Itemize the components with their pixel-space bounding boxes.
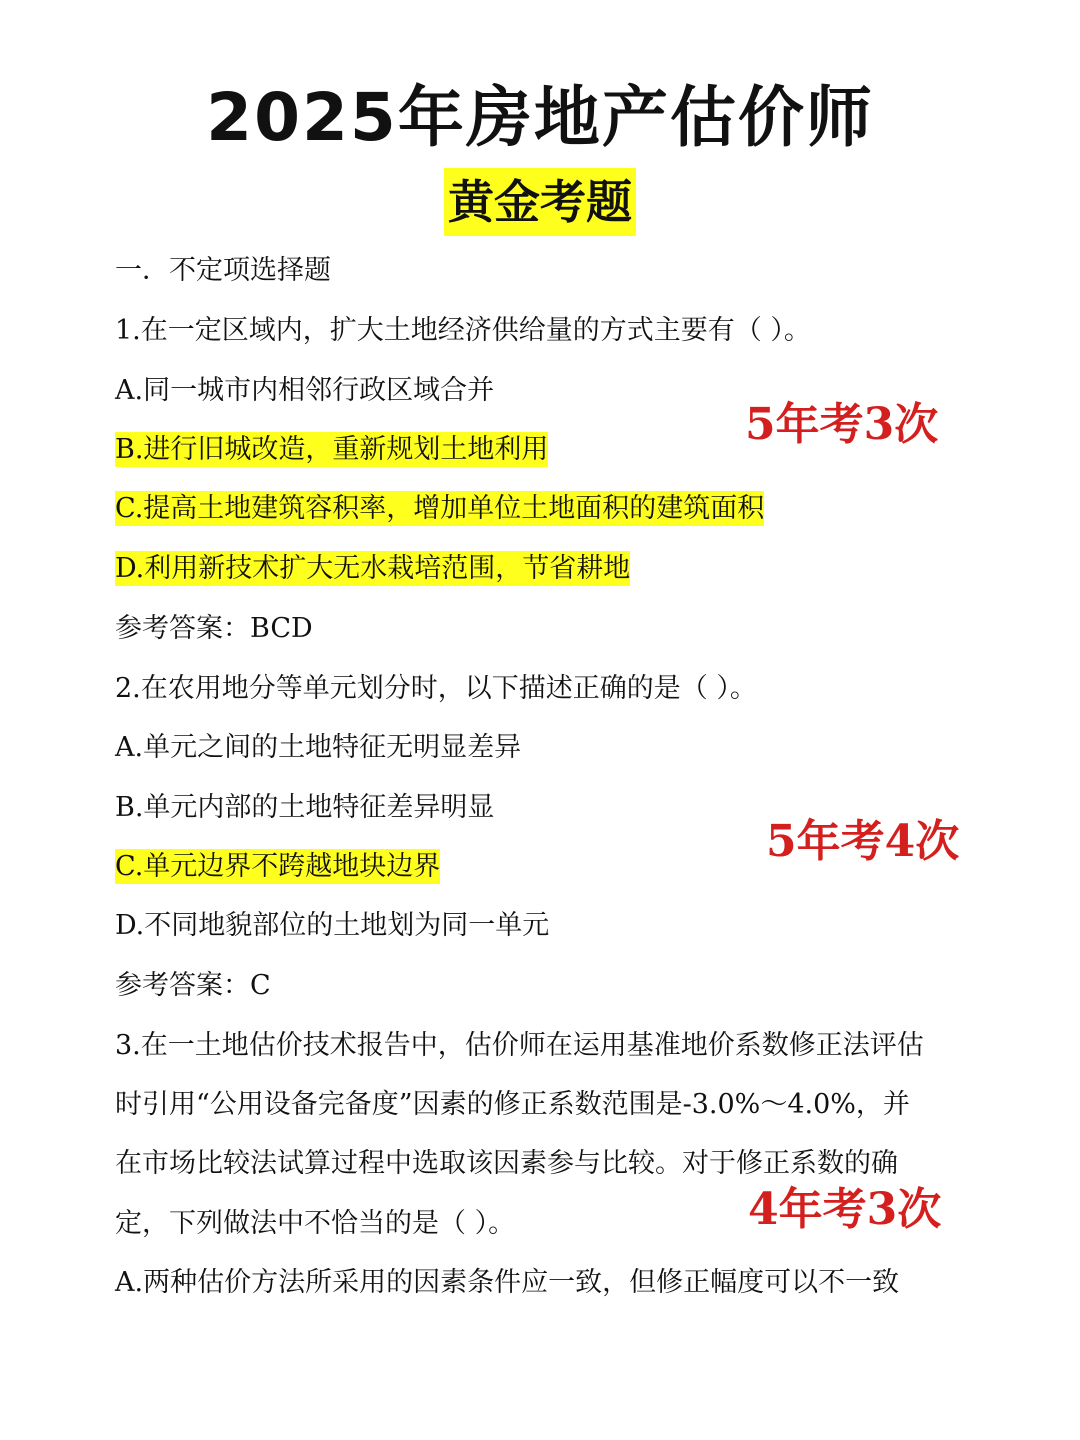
question-1-option-c bbox=[115, 490, 764, 528]
question-3-stem-line-1: 3.在一土地估价技术报告中，估价师在运用基准地价系数修正法评估 bbox=[115, 1030, 924, 1061]
section-heading: 一．不定项选择题 bbox=[115, 255, 331, 286]
question-2-option-a: A.单元之间的土地特征无明显差异 bbox=[115, 732, 522, 763]
question-3-stem-line-4: 定，下列做法中不恰当的是（ ）。 bbox=[115, 1208, 516, 1239]
question-2-stem: 2.在农用地分等单元划分时，以下描述正确的是（ ）。 bbox=[115, 673, 757, 704]
page-subtitle: 黄金考题 bbox=[444, 168, 636, 236]
question-2-answer: 参考答案：C bbox=[115, 970, 271, 1001]
question-3-option-a: A.两种估价方法所采用的因素条件应一致，但修正幅度可以不一致 bbox=[115, 1267, 900, 1298]
subtitle-wrap bbox=[0, 168, 1080, 236]
question-1-stem: 1.在一定区域内，扩大土地经济供给量的方式主要有（ ）。 bbox=[115, 315, 811, 346]
question-3-stem-line-3: 在市场比较法试算过程中选取该因素参与比较。对于修正系数的确 bbox=[115, 1148, 898, 1179]
question-3-frequency-note: 4年考3次 bbox=[748, 1184, 942, 1235]
question-2-frequency-note: 5年考4次 bbox=[766, 816, 960, 867]
question-2-option-c-text: C.单元边界不跨越地块边界 bbox=[115, 851, 441, 882]
question-1-option-d bbox=[115, 550, 630, 588]
question-1-option-c-text: C.提高土地建筑容积率，增加单位土地面积的建筑面积 bbox=[115, 493, 765, 524]
page-title: 2025年房地产估价师 bbox=[206, 79, 874, 156]
question-2-option-b: B.单元内部的土地特征差异明显 bbox=[115, 792, 495, 823]
question-1-option-b-text: B.进行旧城改造，重新规划土地利用 bbox=[115, 434, 549, 465]
question-3-stem-line-2: 时引用“公用设备完备度”因素的修正系数范围是-3.0%～4.0%，并 bbox=[115, 1089, 910, 1120]
question-2-option-d: D.不同地貌部位的土地划为同一单元 bbox=[115, 910, 550, 941]
question-1-option-d-text: D.利用新技术扩大无水栽培范围，节省耕地 bbox=[115, 553, 631, 584]
question-1-frequency-note: 5年考3次 bbox=[745, 399, 939, 450]
question-1-answer: 参考答案：BCD bbox=[115, 613, 313, 644]
question-1-option-a: A.同一城市内相邻行政区域合并 bbox=[115, 375, 495, 406]
question-1-option-b bbox=[115, 431, 548, 469]
question-2-option-c bbox=[115, 848, 440, 886]
